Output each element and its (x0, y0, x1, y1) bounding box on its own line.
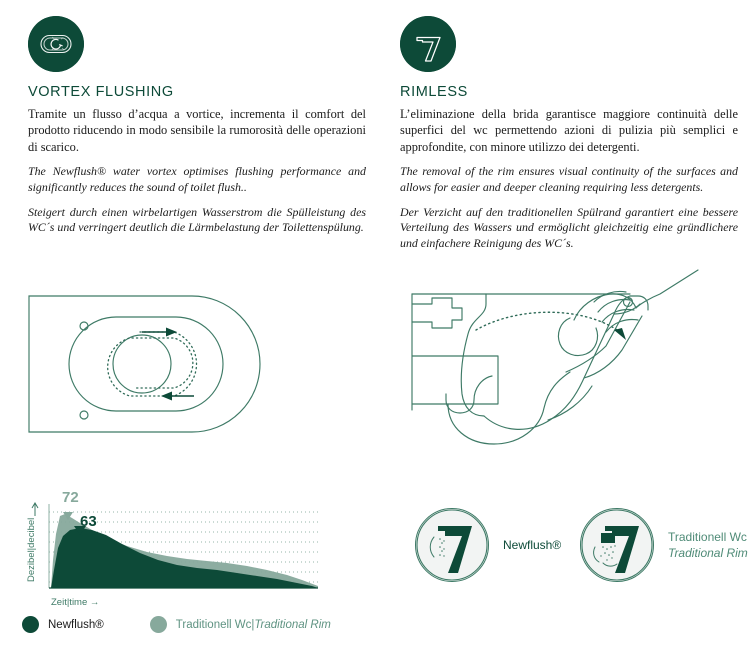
feature-rimless (400, 16, 738, 261)
diagram-toilet-top-view (24, 272, 314, 462)
legend-item-newflush (22, 616, 104, 633)
chart-legend (22, 616, 331, 633)
legend-item-traditional (150, 616, 331, 633)
traditional-rim-cross-section-icon (580, 508, 654, 582)
legend-dot-traditional (150, 616, 167, 633)
feature-paragraph-en: The Newflush® water vortex optimises flushing performance and significantly reduces the sound of toilet flush.. (28, 164, 366, 194)
chart-x-axis-label: Zeit|time → (51, 597, 100, 608)
chart-y-axis-label: Dezibel|decibel (26, 517, 37, 582)
vortex-flush-icon (28, 16, 84, 72)
comparison-label-newflush: Newflush® (503, 537, 562, 552)
feature-vortex-flushing (28, 16, 366, 245)
feature-paragraph-it: Tramite un flusso d’acqua a vortice, incrementa il comfort del prodotto riducendo in modo sensibile la rumorosità delle operazioni di scarico. (28, 107, 366, 154)
chart-annotation-63: 63 (80, 513, 97, 530)
feature-paragraph-en: The removal of the rim ensures visual continuity of the surfaces and allows for easier and deeper cleaning requiring less detergents. (400, 164, 738, 194)
comparison-label-traditional: Traditionell Wc Traditional Rim (668, 529, 748, 560)
rimless-cross-section-icon (415, 508, 489, 582)
feature-paragraph-it: L’eliminazione della brida garantisce maggiore continuità delle superfici del wc permettendo azioni di pulizia più semplici e approfondite, con minore utilizzo dei detergenti. (400, 107, 738, 154)
rimless-icon (400, 16, 456, 72)
page-title-vortex: VORTEX FLUSHING (28, 84, 174, 100)
diagram-toilet-cross-section (398, 258, 738, 468)
comparison-newflush (415, 508, 561, 582)
page-title-rimless: RIMLESS (400, 84, 468, 100)
feature-paragraph-de: Der Verzicht auf den traditionellen Spülrand garantiert eine bessere Verteilung des Wassers und ermöglicht gleichzeitig eine gründlichere und einfachere Reinigung des WC´s. (400, 204, 738, 250)
legend-label-newflush: Newflush® (48, 618, 104, 631)
chart-annotation-72: 72 (62, 490, 79, 506)
legend-label-traditional: Traditionell Wc|Traditional Rim (175, 618, 331, 631)
comparison-traditional (580, 508, 748, 582)
feature-paragraph-de: Steigert durch einen wirbelartigen Wasserstrom die Spülleistung des WC´s und verringert deutlich die Lärmbelastung der Toilettenspülung. (28, 204, 366, 235)
legend-dot-newflush (22, 616, 39, 633)
